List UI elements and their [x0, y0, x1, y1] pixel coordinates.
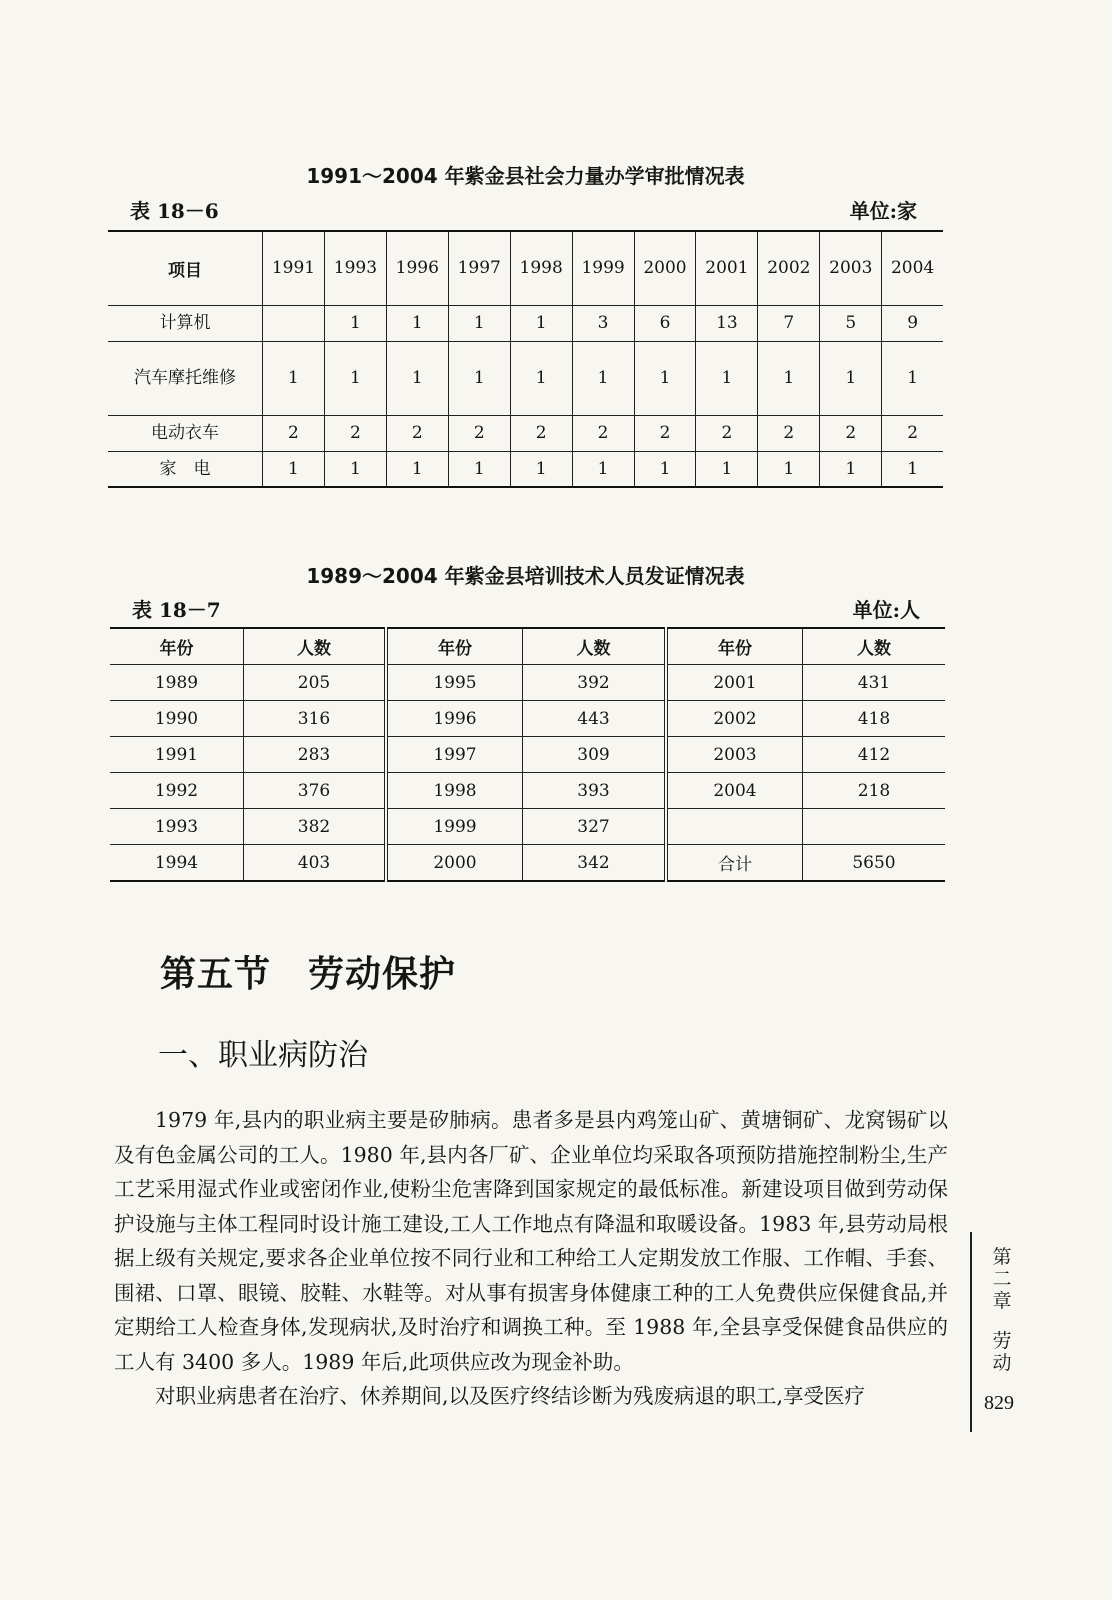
table6-cell: 1 — [882, 341, 943, 415]
table7-cell: 403 — [244, 845, 387, 882]
subsection-title: 一、职业病防治 — [158, 1038, 368, 1073]
table7-cell — [666, 809, 803, 845]
table6-cell: 1 — [696, 341, 758, 415]
table6-header: 2000 — [634, 231, 696, 305]
table7-row — [110, 665, 945, 701]
table7-cell: 1992 — [110, 773, 244, 809]
table6-header: 2004 — [882, 231, 943, 305]
table7-cell: 431 — [803, 665, 946, 701]
table7-cell: 2002 — [666, 701, 803, 737]
table6-unit: 单位:家 — [849, 199, 917, 223]
table6-row-label: 家 电 — [108, 451, 263, 487]
table6-cell: 1 — [572, 451, 634, 487]
table7 — [110, 627, 945, 882]
table6-cell: 1 — [510, 341, 572, 415]
paragraph: 对职业病患者在治疗、休养期间,以及医疗终结诊断为残废病退的职工,享受医疗 — [155, 1384, 866, 1408]
table7-cell: 1995 — [386, 665, 523, 701]
table7-row — [110, 701, 945, 737]
table6-cell: 1 — [386, 305, 448, 341]
table7-header: 人数 — [244, 628, 387, 665]
table6-cell: 5 — [820, 305, 882, 341]
table7-cell: 1998 — [386, 773, 523, 809]
table7-cell: 1989 — [110, 665, 244, 701]
table7-row — [110, 845, 945, 882]
table6-cell: 2 — [634, 415, 696, 451]
table7-total-label: 合计 — [666, 845, 803, 882]
table6-cell: 2 — [696, 415, 758, 451]
table6-header: 1999 — [572, 231, 634, 305]
table6-cell: 1 — [263, 341, 325, 415]
table7-header-row — [110, 628, 945, 665]
table7-cell: 2003 — [666, 737, 803, 773]
table7-cell: 412 — [803, 737, 946, 773]
table7-total-value: 5650 — [852, 852, 896, 873]
table7-cell: 443 — [523, 701, 667, 737]
side-divider — [970, 1232, 972, 1432]
table6-cell: 2 — [510, 415, 572, 451]
table6-cell: 1 — [263, 451, 325, 487]
table6-row-label: 汽车摩托维修 — [108, 341, 263, 415]
table7-cell: 1994 — [110, 845, 244, 882]
table6-header: 1996 — [386, 231, 448, 305]
table7-row — [110, 737, 945, 773]
table7-header: 人数 — [803, 628, 946, 665]
table6-cell: 1 — [448, 305, 510, 341]
table6-cell: 13 — [696, 305, 758, 341]
table7-number: 表 18－7 — [132, 598, 221, 622]
table6 — [108, 230, 943, 488]
table6-cell: 1 — [510, 305, 572, 341]
table7-cell: 2004 — [666, 773, 803, 809]
table6-cell: 1 — [448, 341, 510, 415]
table6-cell: 9 — [882, 305, 943, 341]
table6-cell: 1 — [510, 451, 572, 487]
table7-cell: 393 — [523, 773, 667, 809]
table6-row-label: 电动衣车 — [108, 415, 263, 451]
paragraph: 1979 年,县内的职业病主要是矽肺病。患者多是县内鸡笼山矿、黄塘铜矿、龙窝锡矿以及有色金属公司的工人。1980 年,县内各厂矿、企业单位均采取各项预防措施控制粉尘,生产工艺采用湿式作业或密闭作业,使粉尘危害降到国家规定的最低标准。新建设项目做到劳动保护设施与主体工程同时设计施工建设,工人工作地点有降温和取暖设备。1983 年,县劳动局根据上级有关规定,要求各企业单位按不同行业和工种给工人定期发放工作服、工作帽、手套、围裙、口罩、眼镜、胶鞋、水鞋等。对从事有损害身体健康工种的工人免费供应保健食品,并定期给工人检查身体,发现病状,及时治疗和调换工种。至 1988 年,全县享受保健食品供应的工人有 3400 多人。1989 年后,此项供应改为现金补助。 — [114, 1108, 948, 1374]
table6-header: 1998 — [510, 231, 572, 305]
table6-cell: 3 — [572, 305, 634, 341]
table7-cell: 418 — [803, 701, 946, 737]
table6-cell: 1 — [882, 451, 943, 487]
table7-cell: 327 — [523, 809, 667, 845]
table6-cell: 1 — [324, 341, 386, 415]
table6-cell: 1 — [448, 451, 510, 487]
table6-cell: 1 — [696, 451, 758, 487]
table6-cell: 1 — [820, 451, 882, 487]
table6-cell: 2 — [448, 415, 510, 451]
table7-cell: 316 — [244, 701, 387, 737]
table6-row — [108, 341, 943, 415]
table7-cell: 283 — [244, 737, 387, 773]
table6-cell: 6 — [634, 305, 696, 341]
page-number: 829 — [984, 1392, 1014, 1414]
table6-cell: 1 — [758, 341, 820, 415]
table6-cell: 1 — [634, 341, 696, 415]
table6-header: 项目 — [108, 231, 263, 305]
table6-cell: 2 — [324, 415, 386, 451]
table7-header: 人数 — [523, 628, 667, 665]
table7-title: 1989～2004 年紫金县培训技术人员发证情况表 — [306, 564, 745, 588]
table6-cell: 2 — [572, 415, 634, 451]
table6-cell: 1 — [572, 341, 634, 415]
table7-unit: 单位:人 — [852, 598, 920, 622]
side-chapter: 第二章 — [992, 1246, 1012, 1312]
table7-cell: 1996 — [386, 701, 523, 737]
table6-header: 1993 — [324, 231, 386, 305]
table6-title: 1991～2004 年紫金县社会力量办学审批情况表 — [306, 164, 745, 188]
table7-header: 年份 — [666, 628, 803, 665]
table6-cell: 2 — [263, 415, 325, 451]
table6-cell: 1 — [324, 305, 386, 341]
table7-cell: 376 — [244, 773, 387, 809]
table7-header: 年份 — [110, 628, 244, 665]
table7-cell: 2001 — [666, 665, 803, 701]
table7-cell: 1999 — [386, 809, 523, 845]
table6-header: 1997 — [448, 231, 510, 305]
table6-cell: 1 — [386, 341, 448, 415]
table6-header-row — [108, 231, 943, 305]
table6-header: 2003 — [820, 231, 882, 305]
body-text — [114, 1103, 948, 1414]
table6-row — [108, 451, 943, 487]
table6-cell — [263, 305, 325, 341]
table6-header: 2002 — [758, 231, 820, 305]
table7-cell: 1991 — [110, 737, 244, 773]
table7-cell — [803, 809, 946, 845]
table7-row — [110, 773, 945, 809]
table6-cell: 1 — [758, 451, 820, 487]
table6-row — [108, 415, 943, 451]
table6-cell: 1 — [324, 451, 386, 487]
table7-row — [110, 809, 945, 845]
table6-header: 1991 — [263, 231, 325, 305]
table6-cell: 2 — [386, 415, 448, 451]
table7-cell: 2000 — [386, 845, 523, 882]
table7-cell: 1993 — [110, 809, 244, 845]
table6-number: 表 18－6 — [130, 199, 219, 223]
table6-header: 2001 — [696, 231, 758, 305]
table6-cell: 2 — [758, 415, 820, 451]
table7-cell: 1997 — [386, 737, 523, 773]
table7-header: 年份 — [386, 628, 523, 665]
table6-cell: 7 — [758, 305, 820, 341]
table7-cell: 392 — [523, 665, 667, 701]
section-title: 第五节 劳动保护 — [160, 953, 457, 995]
table7-cell: 218 — [803, 773, 946, 809]
table6-cell: 1 — [386, 451, 448, 487]
table6-cell: 2 — [820, 415, 882, 451]
table7-cell: 205 — [244, 665, 387, 701]
table7-cell: 1990 — [110, 701, 244, 737]
table6-cell: 1 — [634, 451, 696, 487]
table6-row-label: 计算机 — [108, 305, 263, 341]
side-title: 劳动 — [992, 1330, 1012, 1374]
table6-cell: 1 — [820, 341, 882, 415]
table7-cell: 342 — [523, 845, 667, 882]
table7-cell: 382 — [244, 809, 387, 845]
table7-cell: 309 — [523, 737, 667, 773]
table6-cell: 2 — [882, 415, 943, 451]
table6-row — [108, 305, 943, 341]
